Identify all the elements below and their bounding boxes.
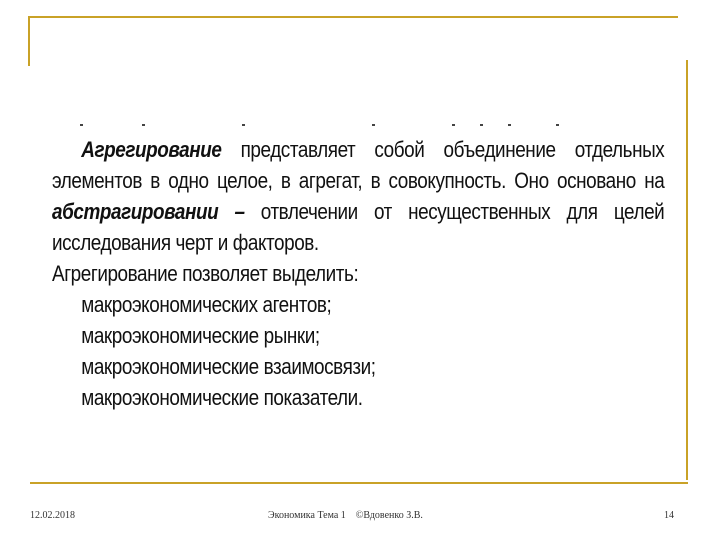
frame-top-line — [28, 16, 678, 18]
aggregation-list — [52, 289, 664, 413]
term-abstraction: абстрагировании – — [52, 199, 245, 224]
frame-bottom-line — [30, 482, 688, 484]
definition-text: представляет собой объединение отдельных элементов в одно целое, в агрегат, в совокупность. Оно основано на — [52, 137, 665, 193]
frame-left-line — [28, 16, 30, 66]
scan-artifacts — [80, 124, 560, 130]
footer-date: 12.02.2018 — [30, 510, 75, 521]
list-item: макроэкономические взаимосвязи; — [81, 354, 376, 379]
list-intro: Агрегирование позволяет выделить: — [52, 261, 359, 286]
frame-right-line — [686, 60, 688, 480]
list-item: макроэкономические рынки; — [81, 323, 320, 348]
footer-course-author: Экономика Тема 1 ©Вдовенко З.В. — [268, 510, 423, 521]
list-item: макроэкономических агентов; — [81, 292, 332, 317]
scanned-text-block — [52, 134, 664, 413]
footer-page-number: 14 — [664, 510, 674, 521]
abstraction-text: отвлечении от несущественных для целей исследования черт и факторов. — [52, 199, 665, 255]
definition-paragraph — [52, 134, 664, 258]
term-aggregation: Агрегирование — [81, 137, 222, 162]
list-item: макроэкономические показатели. — [81, 385, 363, 410]
